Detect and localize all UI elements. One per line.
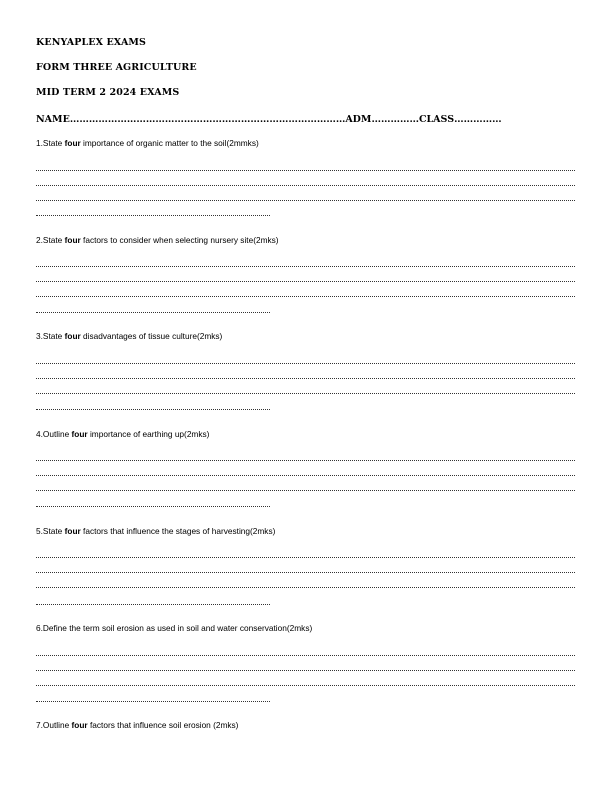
answer-line[interactable] <box>36 170 575 171</box>
adm-label: ADM <box>345 114 372 125</box>
answer-line[interactable] <box>36 266 575 267</box>
answer-line[interactable] <box>36 185 575 186</box>
answer-line[interactable] <box>36 557 575 558</box>
question-3: 3.State four disadvantages of tissue culture(2mks) <box>36 331 223 341</box>
exam-title: MID TERM 2 2024 EXAMS <box>36 87 180 98</box>
answer-line[interactable] <box>36 475 575 476</box>
answer-line[interactable] <box>36 409 270 410</box>
answer-line[interactable] <box>36 490 575 491</box>
answer-line[interactable] <box>36 378 575 379</box>
subject-title: FORM THREE AGRICULTURE <box>36 62 197 73</box>
answer-line[interactable] <box>36 655 575 656</box>
answer-line[interactable] <box>36 670 575 671</box>
answer-line[interactable] <box>36 281 575 282</box>
answer-line[interactable] <box>36 312 270 313</box>
name-label: NAME <box>36 114 70 125</box>
answer-line[interactable] <box>36 296 575 297</box>
question-4: 4.Outline four importance of earthing up(2mks) <box>36 429 210 439</box>
answer-line[interactable] <box>36 200 575 201</box>
answer-line[interactable] <box>36 701 270 702</box>
question-6: 6.Define the term soil erosion as used in soil and water conservation(2mks) <box>36 623 313 633</box>
answer-line[interactable] <box>36 587 575 588</box>
answer-line[interactable] <box>36 572 575 573</box>
answer-line[interactable] <box>36 506 270 507</box>
answer-line[interactable] <box>36 685 575 686</box>
question-2: 2.State four factors to consider when selecting nursery site(2mks) <box>36 235 279 245</box>
answer-line[interactable] <box>36 460 575 461</box>
answer-line[interactable] <box>36 363 575 364</box>
answer-line[interactable] <box>36 393 575 394</box>
answer-line[interactable] <box>36 215 270 216</box>
class-label: CLASS <box>418 114 455 125</box>
school-title: KENYAPLEX EXAMS <box>36 37 146 48</box>
question-5: 5.State four factors that influence the stages of harvesting(2mks) <box>36 526 276 536</box>
question-7: 7.Outline four factors that influence soil erosion (2mks) <box>36 720 239 730</box>
student-details-line[interactable]: NAME……………………………………………………………………………ADM……………CLASS…………… <box>36 114 502 125</box>
question-1: 1.State four importance of organic matter to the soil(2mmks) <box>36 138 259 148</box>
answer-line[interactable] <box>36 604 270 605</box>
